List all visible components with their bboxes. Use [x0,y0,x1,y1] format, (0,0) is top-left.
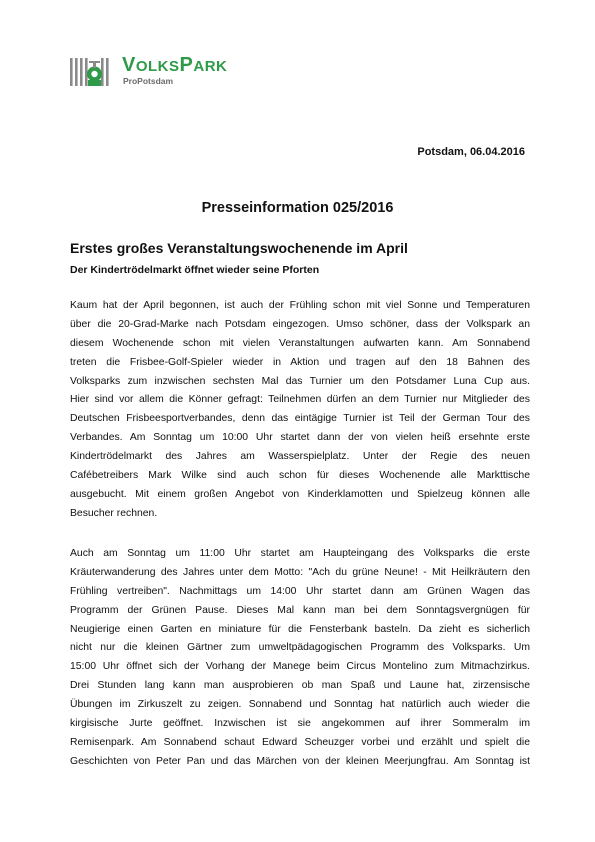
text-line: Programm der Grünen Pause. Dieses Mal kann man bei dem Sonntagsvergnügen für [70,604,530,616]
text-line: Volksparks zum inzwischen sechsten Mal das Turnier um den Potsdamer Luna Cup aus. [70,375,530,387]
text-line: Übungen im Zirkuszelt zu zeigen. Sonnabend und Sonntag hat natürlich auch wieder die [70,699,530,711]
body-paragraph-1 [70,297,530,524]
text-line: Drei Stunden lang kann man ausprobieren ob man Spaß und Laune hat, zirzensische [70,680,530,692]
text-line: kirgisische Jurte geöffnet. Inzwischen ist sie angekommen auf ihrer Sommeralm im [70,718,530,730]
text-line: diesem Wochenende schon mit vielen Veranstaltungen aufwarten kann. Am Sonnabend [70,337,530,349]
volkspark-logo [70,54,260,90]
volkspark-gate-icon [70,54,118,88]
text-line: Neugierige einen Garten en miniature für die Fensterbank basteln. Da zieht es sicherlich [70,623,530,635]
headline: Erstes großes Veranstaltungswochenende im April [70,240,408,256]
text-line: Hier sind vor allem die Könner gefragt: Teilnehmen dürfen an dem Turnier nur Mitglieder des [70,394,530,406]
text-line: nicht nur die kleinen Gärtner zum umweltpädagogischen Programm des Volksparks. Um [70,642,530,654]
dateline: Potsdam, 06.04.2016 [417,146,525,158]
subheadline: Der Kindertrödelmarkt öffnet wieder seine Pforten [70,264,320,276]
text-line: Cafébetreibers Mark Wilke sind auch schon für dieses Wochenende alle Markttische [70,470,530,482]
body-paragraph-2 [70,545,530,772]
text-line: Geschichten von Peter Pan und das Märchen von der kleinen Meerjungfrau. Am Sonntag ist [70,755,530,767]
press-release-title: Presseinformation 025/2016 [201,200,394,216]
text-line: Kräuterwanderung des Jahres unter dem Motto: "Ach du grüne Neune! - Mit Heilkräutern den [70,566,530,578]
text-line: Deutschen Frisbeesportverbandes, denn das eintägige Turnier ist Teil der German Tour des [70,413,530,425]
text-line: Besucher rechnen. [70,507,158,519]
text-line: Kaum hat der April begonnen, ist auch der Frühling schon mit viel Sonne und Temperaturen [70,300,530,311]
text-line: Remisenpark. Am Sonnabend schaut Edward Scheuzger vorbei und erzählt und spielt die [70,736,530,748]
text-line: Kindertrödelmarkt des Jahres am Wasserspielplatz. Unter der Regie des neuen [70,451,530,463]
text-line: 15:00 Uhr öffnet sich der Vorhang der Manege beim Circus Montelino zum Mitmachzirkus. [70,661,530,673]
text-line: über die 20-Grad-Marke nach Potsdam eingezogen. Umso schöner, dass der Volkspark an [70,318,530,330]
logo-wordmark: VOLKSPARK [122,54,228,76]
text-line: Frühling vertreiben". Nachmittags um 14:00 Uhr startet dann am Grünen Wagen das [70,585,530,597]
text-line: treten die Frisbee-Golf-Spieler wieder in Aktion und tragen auf den 18 Bahnen des [70,356,530,368]
text-line: ausgebucht. Mit einem großen Angebot von Kinderklamotten und Spielzeug können alle [70,488,530,500]
text-line: Auch am Sonntag um 11:00 Uhr startet am Haupteingang des Volksparks die erste [70,548,530,559]
logo-subtitle: ProPotsdam [123,76,174,86]
text-line: Verbandes. Am Sonntag um 10:00 Uhr startet dann der von vielen heiß ersehnte erste [70,432,530,444]
